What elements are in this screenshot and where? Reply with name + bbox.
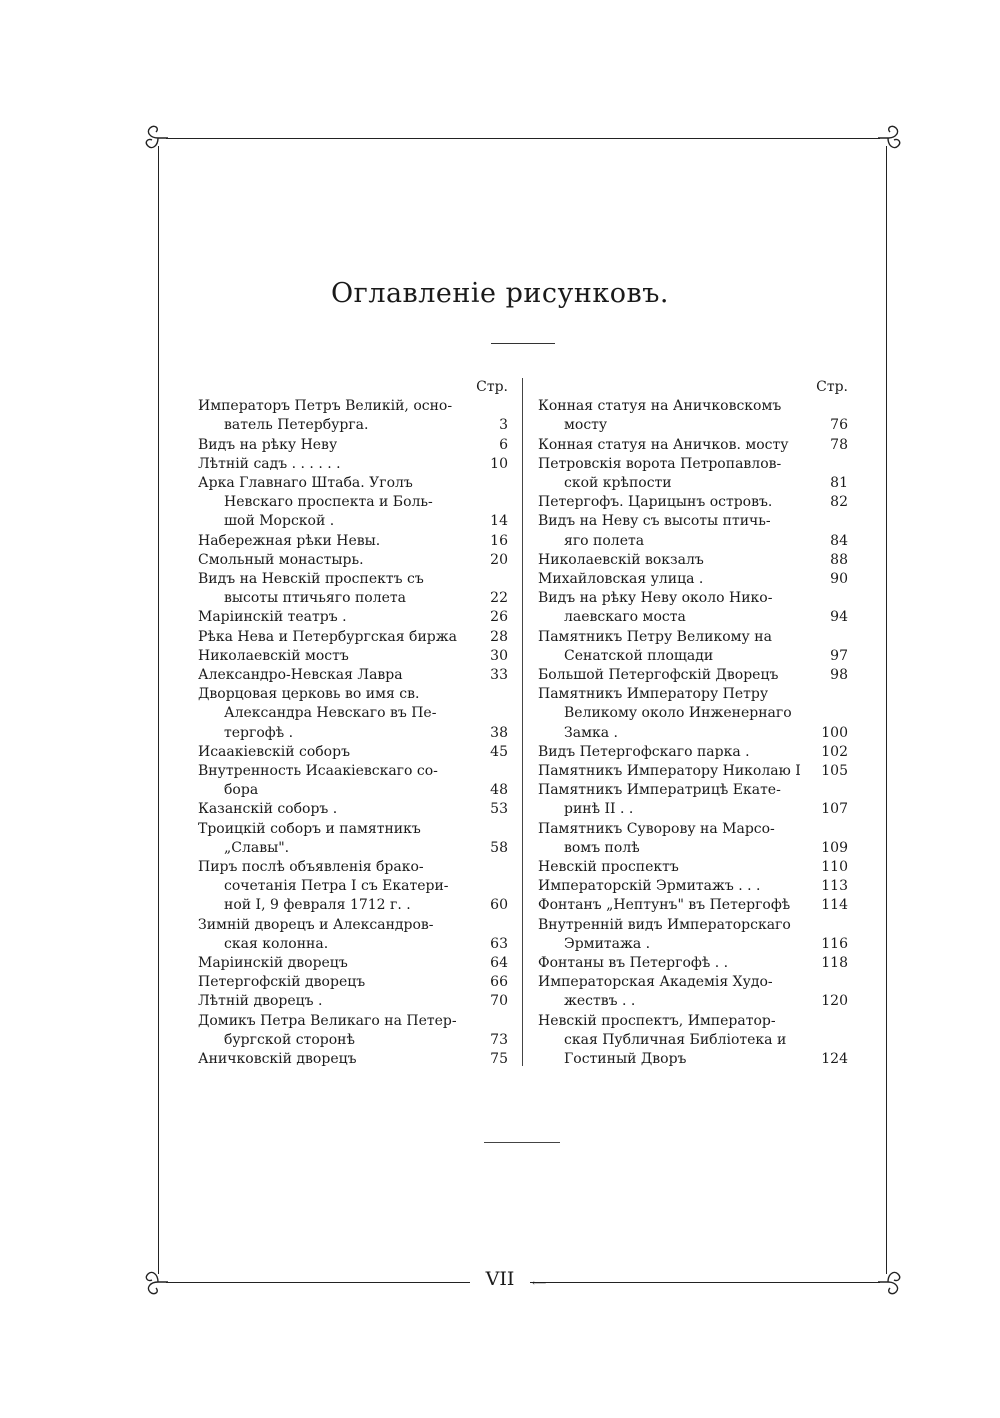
toc-entry-title: Маріинскій театръ . bbox=[198, 609, 347, 626]
toc-entry-page: 94 bbox=[830, 609, 848, 626]
toc-entry bbox=[198, 551, 508, 570]
corner-ornament-icon bbox=[870, 1262, 910, 1302]
toc-entry-line bbox=[538, 1012, 848, 1031]
toc-entry-page: 70 bbox=[490, 993, 508, 1010]
toc-entry-page: 20 bbox=[490, 551, 508, 568]
frame-left-rule bbox=[158, 146, 159, 1274]
toc-entry-page-spacer bbox=[474, 685, 508, 704]
toc-entry-page-spacer bbox=[474, 397, 508, 416]
toc-entry-title: Внутренній видъ Императорскаго bbox=[538, 916, 791, 933]
toc-entry-page-spacer bbox=[474, 762, 508, 781]
toc-entry bbox=[538, 896, 848, 915]
toc-entry bbox=[198, 992, 508, 1011]
corner-ornament-icon bbox=[136, 118, 176, 158]
toc-entry bbox=[538, 685, 848, 743]
toc-entry-title: жествъ . . bbox=[564, 993, 636, 1010]
toc-entry-page: 76 bbox=[830, 417, 848, 434]
toc-entry-page-spacer bbox=[814, 781, 848, 800]
toc-entry-title: Лѣтній дворецъ . bbox=[198, 993, 323, 1010]
page-column-header: Стр. bbox=[476, 379, 508, 395]
toc-entry-line bbox=[538, 724, 848, 743]
toc-entry-page-spacer bbox=[814, 512, 848, 531]
toc-entry-page: 63 bbox=[490, 935, 508, 952]
toc-entry-title: Исаакіевскій соборъ bbox=[198, 743, 350, 760]
toc-entry-line bbox=[538, 743, 848, 762]
toc-entry-line bbox=[538, 493, 848, 512]
toc-entry-page-spacer bbox=[814, 628, 848, 647]
toc-entry-title: Дворцовая церковь во имя св. bbox=[198, 686, 420, 703]
toc-entry-line bbox=[538, 570, 848, 589]
toc-entry-page: 118 bbox=[821, 955, 848, 972]
toc-entry bbox=[198, 397, 508, 435]
folio-ornament-right: ⟵ bbox=[532, 1278, 547, 1289]
toc-entry-title: сочетанія Петра I съ Екатери- bbox=[224, 878, 449, 895]
toc-entry-title: Маріинскій дворецъ bbox=[198, 955, 348, 972]
corner-ornament-icon bbox=[870, 118, 910, 158]
toc-entry-page: 78 bbox=[830, 436, 848, 453]
toc-entry bbox=[198, 916, 508, 954]
toc-entry-line bbox=[198, 589, 508, 608]
toc-entry bbox=[198, 455, 508, 474]
toc-entry-title: Большой Петергофскій Дворецъ bbox=[538, 667, 779, 684]
toc-entry-page-spacer bbox=[814, 704, 848, 723]
toc-entry bbox=[198, 608, 508, 627]
toc-entry-page: 6 bbox=[499, 436, 508, 453]
toc-entry-page: 64 bbox=[490, 955, 508, 972]
toc-entry-title: Видъ на рѣку Неву около Нико- bbox=[538, 590, 773, 607]
toc-entry-page-spacer bbox=[814, 973, 848, 992]
toc-entry-line bbox=[538, 858, 848, 877]
toc-entry-page: 58 bbox=[490, 839, 508, 856]
toc-entry-title: шой Морской . bbox=[224, 513, 335, 530]
toc-entry-page: 116 bbox=[821, 935, 848, 952]
toc-entry-title: Памятникъ Петру Великому на bbox=[538, 628, 772, 645]
toc-entry-page-spacer bbox=[814, 685, 848, 704]
toc-entry bbox=[538, 512, 848, 550]
toc-entry-title: Памятникъ Императору Петру bbox=[538, 686, 769, 703]
toc-entry bbox=[538, 954, 848, 973]
page-title: Оглавленіе рисунковъ. bbox=[331, 278, 669, 309]
toc-entry-title: Рѣка Нева и Петербургская биржа bbox=[198, 628, 457, 645]
toc-entry-title: „Славы". bbox=[224, 839, 290, 856]
toc-entry-page: 102 bbox=[821, 743, 848, 760]
toc-entry-line bbox=[198, 858, 508, 877]
toc-entry-page-spacer bbox=[474, 474, 508, 493]
toc-entry bbox=[538, 589, 848, 627]
toc-entry-title: Императорскій Эрмитажъ . . . bbox=[538, 878, 761, 895]
toc-entry-page: 30 bbox=[490, 647, 508, 664]
end-divider bbox=[484, 1142, 560, 1143]
toc-entry-line bbox=[538, 916, 848, 935]
toc-entry-title: Невскій проспектъ bbox=[538, 859, 679, 876]
toc-entry-line bbox=[198, 1012, 508, 1031]
toc-entry-line bbox=[538, 935, 848, 954]
toc-entry bbox=[538, 877, 848, 896]
toc-entry-line bbox=[538, 647, 848, 666]
page-number: VII bbox=[470, 1268, 530, 1290]
toc-entry-line bbox=[538, 973, 848, 992]
toc-entry-title: яго полета bbox=[564, 532, 645, 549]
toc-entry-title: Петровскія ворота Петропавлов- bbox=[538, 455, 782, 472]
toc-entry-page-spacer bbox=[474, 704, 508, 723]
toc-entry bbox=[198, 762, 508, 800]
toc-entry-title: Смольный монастырь. bbox=[198, 551, 364, 568]
toc-entry bbox=[538, 493, 848, 512]
toc-entry bbox=[198, 628, 508, 647]
toc-entry bbox=[538, 1012, 848, 1070]
toc-entry bbox=[198, 820, 508, 858]
toc-entry-title: бургской сторонѣ bbox=[224, 1031, 355, 1048]
toc-entry-line bbox=[538, 589, 848, 608]
toc-entry-line bbox=[198, 397, 508, 416]
toc-entry-page-spacer bbox=[814, 397, 848, 416]
toc-entry-line bbox=[538, 704, 848, 723]
toc-entry-title: ной I, 9 февраля 1712 г. . bbox=[224, 897, 411, 914]
toc-entry-line bbox=[538, 762, 848, 781]
toc-entry bbox=[198, 685, 508, 743]
toc-entry-page: 38 bbox=[490, 724, 508, 741]
frame-right-rule bbox=[886, 146, 887, 1274]
toc-entry-title: Великому около Инженернаго bbox=[564, 705, 792, 722]
toc-entry-title: ринѣ II . . bbox=[564, 801, 634, 818]
toc-entry bbox=[198, 666, 508, 685]
toc-entry bbox=[538, 628, 848, 666]
toc-entry-title: Арка Главнаго Штаба. Уголъ bbox=[198, 475, 413, 491]
frame-top-rule bbox=[166, 138, 880, 139]
toc-entry-line bbox=[538, 820, 848, 839]
toc-entry-title: Замка . bbox=[564, 724, 618, 741]
toc-entry bbox=[198, 973, 508, 992]
toc-entry-line bbox=[198, 800, 508, 819]
toc-entry-page: 100 bbox=[821, 724, 848, 741]
toc-entry-page: 98 bbox=[830, 667, 848, 684]
toc-entry-page: 82 bbox=[830, 494, 848, 511]
toc-entry-title: Николаевскій мостъ bbox=[198, 647, 349, 664]
toc-entry-line bbox=[198, 628, 508, 647]
toc-entry-title: Петергофъ. Царицынъ островъ. bbox=[538, 494, 773, 511]
toc-entry-title: Невскій проспектъ, Император- bbox=[538, 1012, 776, 1029]
toc-entry-page: 3 bbox=[499, 417, 508, 434]
toc-entry bbox=[198, 570, 508, 608]
toc-entry-line bbox=[198, 820, 508, 839]
toc-entry-line bbox=[198, 743, 508, 762]
toc-entry-title: Гостиный Дворъ bbox=[564, 1051, 687, 1068]
toc-entry-title: Памятникъ Императору Николаю I bbox=[538, 763, 801, 780]
toc-entry-title: Петергофскій дворецъ bbox=[198, 974, 366, 991]
toc-entry-title: Фонтаны въ Петергофѣ . . bbox=[538, 955, 729, 972]
title-divider bbox=[491, 343, 555, 344]
toc-entry-title: Набережная рѣки Невы. bbox=[198, 532, 381, 549]
toc-entry-title: Конная статуя на Аничков. мосту bbox=[538, 436, 789, 453]
toc-entry-title: Эрмитажа . bbox=[564, 935, 651, 952]
toc-entry bbox=[538, 916, 848, 954]
toc-entry-line bbox=[198, 916, 508, 935]
toc-entry bbox=[198, 532, 508, 551]
toc-entry-page: 120 bbox=[821, 993, 848, 1010]
toc-entry-line bbox=[198, 551, 508, 570]
toc-entry bbox=[538, 820, 848, 858]
toc-entry-line bbox=[538, 397, 848, 416]
toc-entry-line bbox=[538, 666, 848, 685]
toc-entry-title: Михайловская улица . bbox=[538, 571, 704, 588]
toc-entry-line bbox=[538, 628, 848, 647]
toc-entry-line bbox=[538, 839, 848, 858]
toc-entry-line bbox=[198, 570, 508, 589]
toc-entry bbox=[198, 474, 508, 532]
toc-entry-page-spacer bbox=[474, 493, 508, 512]
toc-entry-line bbox=[538, 781, 848, 800]
toc-entry-page: 26 bbox=[490, 609, 508, 626]
toc-entry-title: ская Публичная Библіотека и bbox=[564, 1031, 787, 1048]
toc-entry-page: 97 bbox=[830, 647, 848, 664]
toc-entry-title: Памятникъ Суворову на Марсо- bbox=[538, 820, 775, 837]
toc-entry-line bbox=[198, 416, 508, 435]
toc-entry bbox=[538, 666, 848, 685]
toc-entry-page: 16 bbox=[490, 532, 508, 549]
toc-entry bbox=[538, 743, 848, 762]
toc-entry-page: 53 bbox=[490, 801, 508, 818]
toc-entry-line bbox=[198, 512, 508, 531]
toc-entry-line bbox=[538, 608, 848, 627]
toc-entry-page: 10 bbox=[490, 455, 508, 472]
toc-entry-line bbox=[198, 781, 508, 800]
toc-entry-line bbox=[198, 1050, 508, 1069]
corner-ornament-icon bbox=[136, 1262, 176, 1302]
toc-entry-page-spacer bbox=[814, 916, 848, 935]
toc-entry-line bbox=[538, 992, 848, 1011]
toc-entry-line bbox=[198, 896, 508, 915]
toc-entry bbox=[538, 781, 848, 819]
toc-right-entries bbox=[538, 397, 848, 1069]
toc-entry bbox=[538, 397, 848, 435]
toc-entry-title: Александро-Невская Лавра bbox=[198, 667, 403, 684]
toc-entry-line bbox=[198, 877, 508, 896]
toc-entry-page-spacer bbox=[474, 570, 508, 589]
toc-entry-title: Императорская Академія Худо- bbox=[538, 974, 773, 991]
toc-entry-page: 22 bbox=[490, 590, 508, 607]
toc-entry-title: Памятникъ Императрицѣ Екате- bbox=[538, 782, 781, 799]
page-column-header: Стр. bbox=[816, 379, 848, 395]
toc-entry-page: 48 bbox=[490, 782, 508, 799]
toc-entry-line bbox=[538, 877, 848, 896]
toc-entry-page-spacer bbox=[474, 916, 508, 935]
toc-entry-title: ской крѣпости bbox=[564, 475, 672, 491]
toc-entry-page: 88 bbox=[830, 551, 848, 568]
toc-entry-page-spacer bbox=[814, 1031, 848, 1050]
toc-entry-page: 75 bbox=[490, 1051, 508, 1068]
toc-entry-line bbox=[538, 800, 848, 819]
toc-entry-title: вомъ полѣ bbox=[564, 839, 640, 856]
toc-entry-line bbox=[198, 1031, 508, 1050]
toc-entry-line bbox=[198, 954, 508, 973]
toc-entry bbox=[538, 551, 848, 570]
toc-entry-title: Лѣтній садъ . . . . . . bbox=[198, 455, 341, 472]
toc-entry-title: Аничковскій дворецъ bbox=[198, 1051, 357, 1068]
toc-entry-page: 105 bbox=[821, 763, 848, 780]
toc-entry-line bbox=[538, 685, 848, 704]
toc-entry-page-spacer bbox=[814, 455, 848, 474]
toc-entry-title: Сенатской площади bbox=[564, 647, 714, 664]
toc-entry-line bbox=[538, 896, 848, 915]
toc-entry-title: Зимній дворецъ и Александров- bbox=[198, 916, 434, 933]
toc-entry-line bbox=[198, 666, 508, 685]
toc-entry-title: Видъ на Невскій проспектъ съ bbox=[198, 571, 424, 588]
toc-entry-page: 60 bbox=[490, 897, 508, 914]
toc-entry-line bbox=[538, 1050, 848, 1069]
toc-entry-line bbox=[198, 992, 508, 1011]
toc-entry-line bbox=[538, 954, 848, 973]
toc-entry bbox=[538, 570, 848, 589]
toc-left-entries bbox=[198, 397, 508, 1069]
toc-entry-line bbox=[538, 512, 848, 531]
toc-entry bbox=[538, 973, 848, 1011]
toc-entry-line bbox=[538, 551, 848, 570]
toc-entry-title: Николаевскій вокзалъ bbox=[538, 551, 704, 568]
toc-entry-title: Троицкій соборъ и памятникъ bbox=[198, 820, 421, 837]
toc-entry-title: тергофѣ . bbox=[224, 724, 294, 741]
toc-entry-page-spacer bbox=[474, 877, 508, 896]
column-divider bbox=[522, 378, 523, 1066]
toc-entry-title: Видъ на рѣку Неву bbox=[198, 436, 338, 453]
toc-entry-title: Видъ на Неву съ высоты птичь- bbox=[538, 513, 771, 530]
toc-entry-line bbox=[198, 532, 508, 551]
toc-entry-page-spacer bbox=[474, 820, 508, 839]
toc-entry-title: Александра Невскаго въ Пе- bbox=[224, 705, 437, 722]
toc-entry-page-spacer bbox=[474, 858, 508, 877]
toc-entry-page: 81 bbox=[830, 475, 848, 491]
toc-entry-page: 114 bbox=[821, 897, 848, 914]
toc-entry-title: высоты птичьяго полета bbox=[224, 590, 406, 607]
toc-entry-page-spacer bbox=[814, 1012, 848, 1031]
toc-entry-page: 84 bbox=[830, 532, 848, 549]
toc-entry bbox=[198, 800, 508, 819]
toc-entry-line bbox=[198, 973, 508, 992]
toc-entry-page: 124 bbox=[821, 1051, 848, 1068]
toc-entry-line bbox=[198, 724, 508, 743]
toc-entry-line bbox=[198, 436, 508, 455]
toc-entry-title: мосту bbox=[564, 417, 608, 434]
toc-entry-line bbox=[538, 416, 848, 435]
toc-entry bbox=[198, 436, 508, 455]
toc-entry-line bbox=[198, 704, 508, 723]
toc-entry-page: 14 bbox=[490, 513, 508, 530]
toc-entry-page: 66 bbox=[490, 974, 508, 991]
toc-entry bbox=[198, 743, 508, 762]
toc-entry-page: 73 bbox=[490, 1031, 508, 1048]
toc-entry-line bbox=[198, 455, 508, 474]
toc-entry-title: ская колонна. bbox=[224, 935, 329, 952]
toc-entry bbox=[198, 858, 508, 916]
toc-entry-page: 45 bbox=[490, 743, 508, 760]
toc-entry-page: 107 bbox=[821, 801, 848, 818]
toc-entry bbox=[198, 954, 508, 973]
toc-entry-title: Казанскій соборъ . bbox=[198, 801, 338, 818]
toc-entry-page: 110 bbox=[821, 859, 848, 876]
toc-entry bbox=[198, 1012, 508, 1050]
toc-entry-line bbox=[198, 762, 508, 781]
toc-entry-title: Домикъ Петра Великаго на Петер- bbox=[198, 1012, 457, 1029]
toc-entry-line bbox=[538, 1031, 848, 1050]
toc-entry-page: 90 bbox=[830, 571, 848, 588]
toc-entry-title: лаевскаго моста bbox=[564, 609, 686, 626]
toc-entry-page-spacer bbox=[814, 589, 848, 608]
toc-right-column bbox=[538, 378, 848, 1069]
toc-entry-page-spacer bbox=[814, 820, 848, 839]
toc-entry-line bbox=[538, 474, 848, 493]
toc-entry bbox=[198, 647, 508, 666]
toc-entry-line bbox=[198, 493, 508, 512]
toc-entry-page-spacer bbox=[474, 1012, 508, 1031]
toc-entry bbox=[538, 455, 848, 493]
toc-entry-title: Фонтанъ „Нептунъ" въ Петергофѣ bbox=[538, 897, 791, 914]
toc-entry-title: Конная статуя на Аничковскомъ bbox=[538, 398, 782, 415]
toc-entry-line bbox=[198, 839, 508, 858]
toc-entry-line bbox=[198, 647, 508, 666]
toc-entry bbox=[538, 858, 848, 877]
toc-entry-line bbox=[198, 935, 508, 954]
toc-entry-title: Видъ Петергофскаго парка . bbox=[538, 743, 750, 760]
toc-entry-page: 113 bbox=[821, 878, 848, 895]
toc-entry-line bbox=[198, 474, 508, 493]
toc-entry bbox=[198, 1050, 508, 1069]
toc-entry-line bbox=[538, 436, 848, 455]
toc-entry-title: Императоръ Петръ Великій, осно- bbox=[198, 398, 453, 415]
toc-left-column bbox=[198, 378, 508, 1069]
toc-entry-title: Невскаго проспекта и Боль- bbox=[224, 494, 433, 511]
toc-entry-line bbox=[538, 455, 848, 474]
toc-entry-title: Пиръ послѣ объявленія брако- bbox=[198, 859, 424, 876]
toc-entry-title: ватель Петербурга. bbox=[224, 417, 369, 434]
toc-entry-page: 33 bbox=[490, 667, 508, 684]
toc-entry-line bbox=[538, 532, 848, 551]
toc-entry-page: 28 bbox=[490, 628, 508, 645]
toc-entry bbox=[538, 762, 848, 781]
toc-entry-page: 109 bbox=[821, 839, 848, 856]
toc-entry-title: бора bbox=[224, 782, 259, 799]
toc-entry bbox=[538, 436, 848, 455]
toc-entry-title: Внутренность Исаакіевскаго со- bbox=[198, 763, 438, 780]
toc-entry-line bbox=[198, 685, 508, 704]
toc-entry-line bbox=[198, 608, 508, 627]
